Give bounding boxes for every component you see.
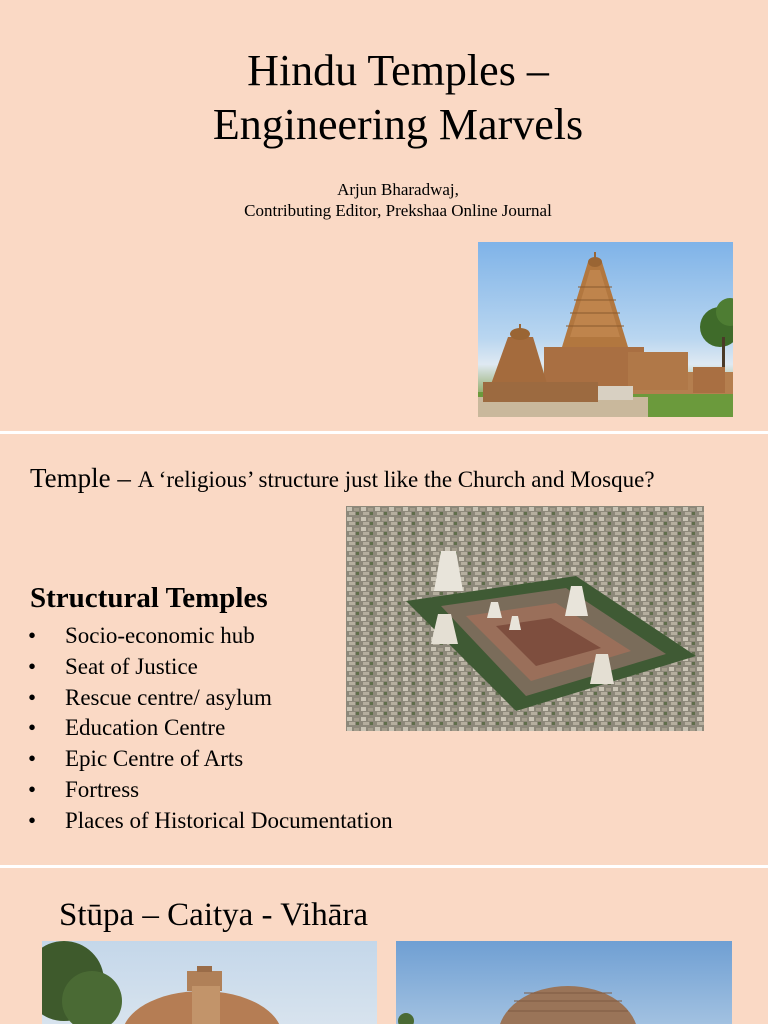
list-item [28, 713, 393, 744]
temple-photo [478, 242, 733, 417]
list-item [28, 744, 393, 775]
bullet-icon: • [28, 776, 37, 802]
list-item-label: Places of Historical Documentation [65, 807, 393, 833]
stupa-photo-right [396, 941, 732, 1024]
temple-aerial-photo [346, 506, 704, 731]
author-role: Contributing Editor, Prekshaa Online Journal [244, 201, 552, 220]
title-line-1: Hindu Temples – [247, 46, 549, 95]
list-item-label: Epic Centre of Arts [65, 746, 244, 772]
bullet-icon: • [28, 684, 37, 710]
author-block [0, 179, 768, 221]
list-item-label: Seat of Justice [65, 653, 198, 679]
bullet-icon: • [28, 746, 37, 772]
slide-stupa-heading: Stūpa – Caitya - Vihāra [59, 897, 369, 933]
bullet-icon: • [28, 623, 37, 648]
slide-stupa [0, 868, 768, 1024]
slide-temple [0, 434, 768, 865]
list-item [28, 806, 393, 837]
bullet-icon: • [28, 807, 37, 833]
slide-title [0, 0, 768, 431]
list-item [28, 652, 393, 683]
stupa-photo-left [42, 941, 377, 1024]
list-item [28, 621, 393, 652]
heading-question: A ‘religious’ structure just like the Church and Mosque? [137, 467, 655, 492]
list-item-label: Rescue centre/ asylum [65, 684, 272, 710]
bullet-icon: • [28, 715, 37, 741]
slide-title-heading [0, 44, 768, 152]
list-item-label: Education Centre [65, 715, 226, 741]
heading-temple-word: Temple – [30, 463, 138, 493]
list-item [28, 775, 393, 806]
slide-temple-heading [30, 463, 655, 494]
bullet-icon: • [28, 653, 37, 679]
list-item-label: Socio-economic hub [65, 623, 255, 648]
title-line-2: Engineering Marvels [212, 100, 584, 149]
structural-temples-title: Structural Temples [30, 582, 268, 614]
list-item [28, 683, 393, 714]
list-item-label: Fortress [65, 776, 140, 802]
author-name: Arjun Bharadwaj, [337, 180, 459, 199]
structural-temples-list [28, 621, 393, 837]
